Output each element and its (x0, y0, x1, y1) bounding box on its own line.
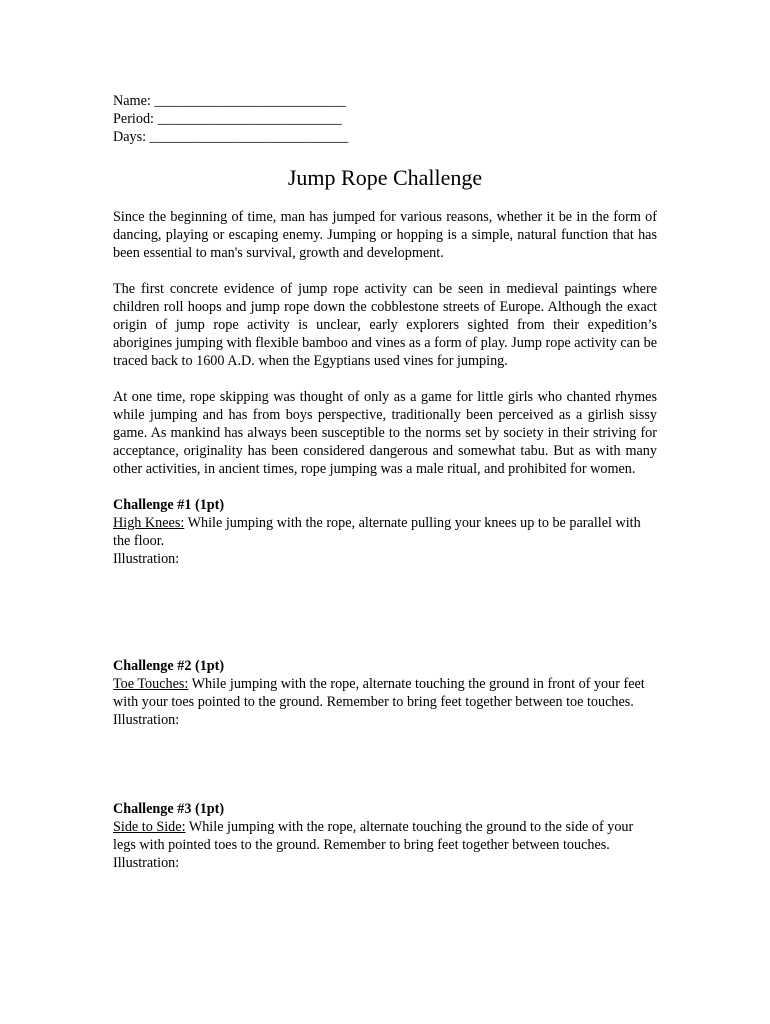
challenge-heading: Challenge #1 (1pt) (113, 497, 225, 513)
period-field: Period: __________________________ (113, 111, 342, 127)
illustration-label: Illustration: (113, 712, 180, 728)
move-name: High Knees: (113, 515, 185, 531)
move-instructions: While jumping with the rope, alternate pulling your knees up to be parallel with the floor. (113, 515, 641, 549)
move-name: Toe Touches: (113, 676, 189, 692)
challenge-description (113, 675, 657, 711)
move-instructions: While jumping with the rope, alternate touching the ground in front of your feet with your toes pointed to the ground. Remember to bring feet together between toe touches. (113, 676, 645, 710)
move-instructions: While jumping with the rope, alternate touching the ground to the side of your legs with pointed toes to the ground. Remember to bring feet together between touches. (113, 819, 634, 853)
challenge-2 (113, 657, 657, 800)
illustration-area (113, 729, 657, 800)
illustration-label: Illustration: (113, 855, 180, 871)
document-title: Jump Rope Challenge (287, 165, 483, 190)
challenge-heading: Challenge #2 (1pt) (113, 658, 225, 674)
illustration-area (113, 568, 657, 657)
move-name: Side to Side: (113, 819, 186, 835)
challenge-1 (113, 496, 657, 657)
name-field: Name: ___________________________ (113, 93, 346, 109)
challenge-description (113, 818, 657, 854)
worksheet-page (113, 92, 657, 872)
intro-paragraph-3: At one time, rope skipping was thought of only as a game for little girls who chanted rhymes while jumping and has from boys perspective, traditionally been perceived as a girlish sissy game. As mankind has always been susceptible to the norms set by society in their striving for acceptance, originality has been considered dangerous and somewhat tabu. But as with many other activities, in ancient times, rope jumping was a male ritual, and prohibited for women. (113, 389, 657, 477)
days-field: Days: ____________________________ (113, 129, 349, 145)
challenge-3 (113, 800, 657, 872)
illustration-label: Illustration: (113, 551, 180, 567)
intro-paragraph-1: Since the beginning of time, man has jumped for various reasons, whether it be in the form of dancing, playing or escaping enemy. Jumping or hopping is a simple, natural function that has been essential to man's survival, growth and development. (113, 209, 657, 261)
intro-paragraph-2: The first concrete evidence of jump rope activity can be seen in medieval paintings where children roll hoops and jump rope down the cobblestone streets of Europe. Although the exact origin of jump rope activity is unclear, early explorers sighted from their expedition’s aborigines jumping with flexible bamboo and vines as a form of play. Jump rope activity can be traced back to 1600 A.D. when the Egyptians used vines for jumping. (113, 281, 657, 369)
student-info-fields (113, 92, 657, 146)
challenge-heading: Challenge #3 (1pt) (113, 801, 225, 817)
challenge-description (113, 514, 657, 550)
